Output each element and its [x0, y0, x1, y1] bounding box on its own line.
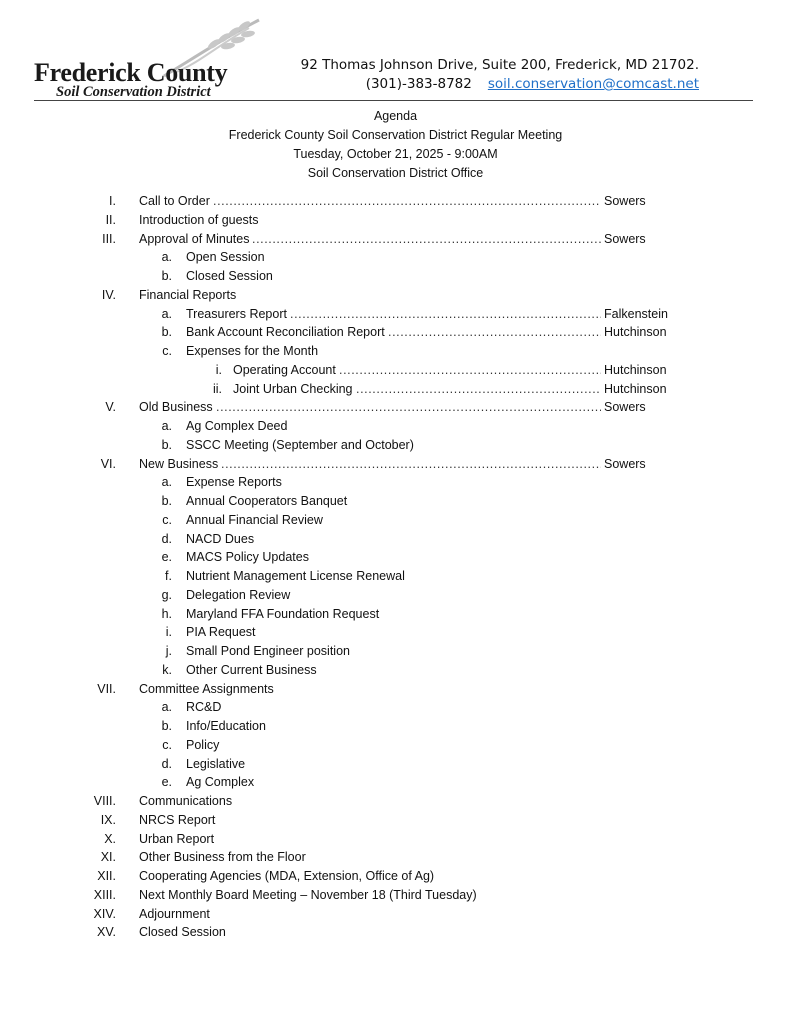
agenda-item-text: Policy [186, 737, 220, 752]
agenda-item-text: Closed Session [139, 925, 226, 940]
agenda-item-number: i. [165, 625, 172, 640]
agenda-item-text: Expense Reports [186, 475, 282, 490]
agenda-item [0, 698, 791, 717]
agenda-item-text: Committee Assignments [139, 681, 274, 696]
agenda-item [0, 848, 791, 867]
agenda-item [0, 830, 791, 849]
agenda-item-number: VIII. [93, 794, 116, 808]
agenda-list [0, 192, 791, 942]
dot-leader [356, 380, 601, 399]
agenda-item-text: Joint Urban Checking [233, 381, 353, 396]
agenda-item-number: II. [105, 212, 116, 227]
agenda-item-number: c. [162, 512, 172, 527]
agenda-item-text: Annual Financial Review [186, 512, 323, 527]
agenda-item-text: Introduction of guests [139, 212, 259, 227]
agenda-item [0, 342, 791, 361]
agenda-item-presenter: Sowers [604, 456, 646, 471]
agenda-item-number: g. [161, 587, 172, 602]
agenda-item [0, 492, 791, 511]
agenda-item-text: Financial Reports [139, 287, 237, 302]
agenda-item-text: Other Business from the Floor [139, 850, 306, 865]
agenda-item-number: c. [162, 737, 172, 752]
agenda-item [0, 567, 791, 586]
agenda-item-text: Legislative [186, 756, 246, 771]
agenda-item-number: b. [161, 325, 172, 340]
agenda-item-number: a. [161, 306, 172, 321]
agenda-item-text: Cooperating Agencies (MDA, Extension, Office of Ag) [139, 869, 435, 883]
agenda-item-presenter: Sowers [604, 400, 646, 415]
dot-leader [388, 323, 601, 342]
dot-leader [216, 398, 601, 417]
agenda-item [0, 586, 791, 605]
agenda-item-text: SSCC Meeting (September and October) [186, 437, 414, 452]
agenda-item [0, 773, 791, 792]
agenda-item [0, 605, 791, 624]
agenda-item-text: NRCS Report [139, 812, 216, 827]
agenda-item-text: Treasurers Report [186, 306, 287, 321]
agenda-item [0, 211, 791, 230]
agenda-item [0, 867, 791, 886]
agenda-item-number: a. [161, 700, 172, 715]
agenda-item-text: NACD Dues [186, 531, 255, 546]
agenda-item-number: k. [162, 662, 172, 677]
logo [34, 18, 244, 98]
agenda-item-number: c. [162, 344, 172, 358]
agenda-item [0, 417, 791, 436]
agenda-item [0, 755, 791, 774]
agenda-item-text: Expenses for the Month [186, 344, 319, 358]
agenda-item [0, 717, 791, 736]
agenda-item-text: Next Monthly Board Meeting – November 18 (Third Tuesday) [139, 887, 477, 902]
agenda-item-number: i. [215, 362, 222, 377]
agenda-item-number: e. [161, 550, 172, 565]
agenda-item [0, 192, 791, 211]
dot-leader [213, 192, 601, 211]
agenda-item-text: Ag Complex Deed [186, 419, 288, 433]
agenda-item-number: V. [105, 400, 116, 415]
agenda-item-number: a. [161, 475, 172, 490]
meeting-location: Soil Conservation District Office [307, 166, 484, 180]
agenda-item-presenter: Hutchinson [604, 325, 667, 340]
agenda-item-text: Approval of Minutes [139, 231, 250, 246]
agenda-item [0, 361, 791, 380]
agenda-item-number: b. [161, 269, 172, 283]
agenda-item [0, 680, 791, 699]
dot-leader [221, 455, 601, 474]
agenda-item-number: IV. [101, 287, 116, 302]
meeting-date: Tuesday, October 21, 2025 - 9:00AM [293, 147, 498, 161]
meeting-name: Frederick County Soil Conservation District Regular Meeting [228, 128, 563, 142]
agenda-item-number: III. [102, 231, 116, 246]
agenda-item-text: Operating Account [233, 362, 336, 377]
agenda-item [0, 436, 791, 455]
agenda-item [0, 792, 791, 811]
agenda-item-number: IX. [100, 812, 116, 827]
agenda-item [0, 380, 791, 399]
agenda-item-text: PIA Request [186, 625, 256, 640]
agenda-item [0, 455, 791, 474]
agenda-item-number: a. [161, 250, 172, 265]
agenda-item-number: b. [161, 719, 172, 733]
agenda-item-number: h. [161, 606, 172, 621]
agenda-item-number: a. [161, 419, 172, 433]
dot-leader [339, 361, 601, 380]
contact-block [301, 56, 699, 94]
address: 92 Thomas Johnson Drive, Suite 200, Frederick, MD 21702. [300, 57, 699, 73]
agenda-item-text: Info/Education [186, 719, 266, 733]
phone: (301)-383-8782 [365, 76, 472, 92]
agenda-item-number: d. [161, 756, 172, 771]
org-name: Frederick County [34, 58, 228, 87]
agenda-item [0, 886, 791, 905]
dot-leader [252, 230, 601, 249]
agenda-item-number: ii. [212, 381, 222, 396]
agenda-item-text: Urban Report [139, 831, 215, 846]
agenda-item-number: I. [109, 194, 116, 208]
agenda-item-number: b. [161, 494, 172, 508]
agenda-item-text: Adjournment [139, 906, 210, 921]
agenda-item-text: Closed Session [186, 269, 273, 283]
agenda-item [0, 323, 791, 342]
agenda-item-number: b. [161, 437, 172, 452]
header-divider [34, 100, 753, 101]
agenda-item [0, 905, 791, 924]
agenda-item-number: XI. [100, 850, 116, 865]
org-subtitle: Soil Conservation District [56, 84, 211, 100]
agenda-item-presenter: Sowers [604, 231, 646, 246]
agenda-item [0, 398, 791, 417]
agenda-item-text: Maryland FFA Foundation Request [186, 606, 380, 621]
agenda-item [0, 736, 791, 755]
agenda-item-number: XIV. [93, 906, 116, 921]
agenda-title: Agenda [373, 109, 418, 123]
agenda-item-number: j. [165, 644, 172, 658]
agenda-item-number: VII. [97, 681, 116, 696]
agenda-item [0, 811, 791, 830]
agenda-item [0, 530, 791, 549]
agenda-item-text: Bank Account Reconciliation Report [186, 325, 385, 340]
agenda-item-text: RC&D [186, 700, 222, 715]
agenda-item-number: d. [161, 531, 172, 546]
agenda-item [0, 305, 791, 324]
agenda-item-text: Call to Order [139, 194, 210, 208]
agenda-item-text: Small Pond Engineer position [186, 644, 350, 658]
email-link[interactable]: soil.conservation@comcast.net [487, 76, 699, 92]
agenda-item [0, 923, 791, 942]
agenda-item [0, 473, 791, 492]
agenda-item-presenter: Sowers [604, 194, 646, 208]
agenda-item-number: XV. [96, 925, 116, 940]
agenda-item-number: XIII. [93, 887, 116, 902]
agenda-item-text: Nutrient Management License Renewal [186, 569, 405, 583]
dot-leader [290, 305, 601, 324]
agenda-item-text: Delegation Review [186, 587, 291, 602]
agenda-item-text: Other Current Business [186, 662, 317, 677]
agenda-item-text: New Business [139, 456, 219, 471]
agenda-item-number: e. [161, 775, 172, 790]
agenda-item [0, 286, 791, 305]
agenda-item-number: VI. [100, 456, 116, 471]
agenda-item-number: X. [104, 831, 116, 846]
agenda-item-text: Communications [139, 794, 233, 808]
agenda-item [0, 661, 791, 680]
agenda-heading [0, 107, 791, 183]
agenda-item-presenter: Hutchinson [604, 381, 667, 396]
agenda-item-text: Old Business [139, 400, 213, 415]
agenda-item [0, 548, 791, 567]
agenda-item-text: Annual Cooperators Banquet [186, 494, 348, 508]
agenda-item [0, 248, 791, 267]
agenda-item-number: f. [165, 569, 172, 583]
agenda-item-text: Open Session [186, 250, 265, 265]
agenda-item-text: Ag Complex [186, 775, 255, 790]
agenda-item-presenter: Falkenstein [604, 306, 668, 321]
agenda-item [0, 267, 791, 286]
agenda-item-presenter: Hutchinson [604, 362, 667, 377]
agenda-item [0, 623, 791, 642]
agenda-item [0, 230, 791, 249]
agenda-item [0, 511, 791, 530]
agenda-item-text: MACS Policy Updates [186, 550, 309, 565]
agenda-item [0, 642, 791, 661]
agenda-item-number: XII. [97, 869, 116, 883]
